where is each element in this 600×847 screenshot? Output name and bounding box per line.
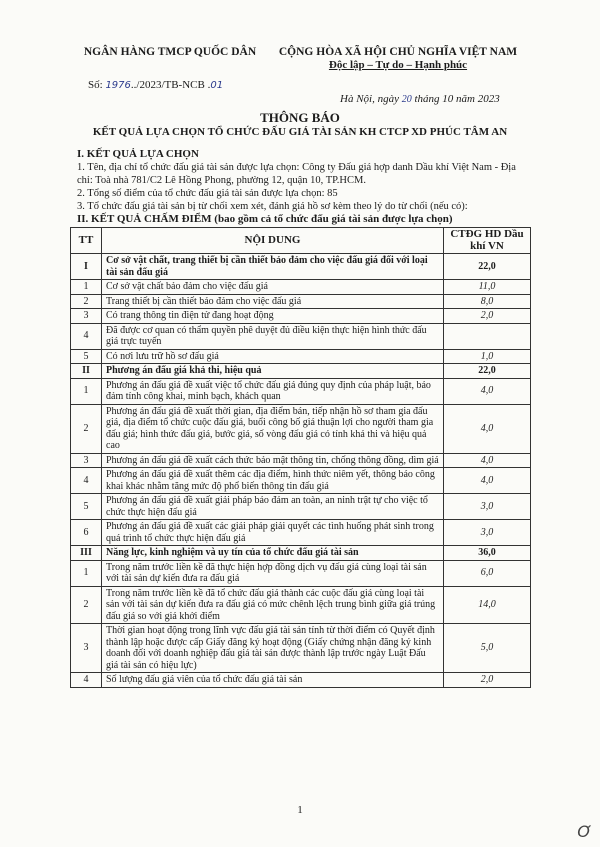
- row-score: 14,0: [444, 586, 531, 624]
- table-group-row: [71, 546, 531, 561]
- national-header: [268, 46, 528, 71]
- row-number: 4: [71, 323, 102, 349]
- table-row: [71, 349, 531, 364]
- row-score: 8,0: [444, 294, 531, 309]
- table-row: [71, 294, 531, 309]
- section-1-heading: I. KẾT QUẢ LỰA CHỌN: [77, 148, 199, 160]
- table-row: [71, 309, 531, 324]
- date-prefix: Hà Nội, ngày: [340, 93, 402, 105]
- row-number: 2: [71, 404, 102, 453]
- row-number: 3: [71, 309, 102, 324]
- row-score: 4,0: [444, 453, 531, 468]
- row-number: 3: [71, 624, 102, 673]
- row-content: Phương án đấu giá đề xuất giải pháp bảo đảm an toàn, an ninh trật tự cho việc tổ chức thực hiện đấu giá: [102, 494, 444, 520]
- row-score: 3,0: [444, 494, 531, 520]
- row-content: Năng lực, kinh nghiệm và uy tín của tổ chức đấu giá tài sản: [102, 546, 444, 561]
- row-number: 3: [71, 453, 102, 468]
- doc-no-handwritten-2: 01: [210, 80, 224, 91]
- row-content: Phương án đấu giá đề xuất cách thức bảo mật thông tin, chống thông đồng, dìm giá: [102, 453, 444, 468]
- header-tt: TT: [71, 228, 102, 254]
- doc-no-suffix: ../2023/TB-NCB .: [130, 79, 211, 91]
- row-number: 4: [71, 468, 102, 494]
- row-score: 3,0: [444, 520, 531, 546]
- table-row: [71, 586, 531, 624]
- row-score: 5,0: [444, 624, 531, 673]
- doc-no-handwritten: 1976: [105, 80, 131, 91]
- page-number: 1: [297, 804, 303, 816]
- table-header-row: [71, 228, 531, 254]
- section-1-paragraph-2: 2. Tổng số điểm của tổ chức đấu giá tài sản được lựa chọn: 85: [77, 188, 338, 199]
- header-score: CTĐG HD Dầu khí VN: [444, 228, 531, 254]
- row-score: 36,0: [444, 546, 531, 561]
- header-content: NỘI DUNG: [102, 228, 444, 254]
- country-name: CỘNG HÒA XÃ HỘI CHỦ NGHĨA VIỆT NAM: [278, 46, 518, 58]
- row-score: [444, 323, 531, 349]
- row-score: 4,0: [444, 378, 531, 404]
- row-score: 1,0: [444, 349, 531, 364]
- row-content: Phương án đấu giá đề xuất các giải pháp giải quyết các tình huống phát sinh trong quá trình tổ chức thực hiện đấu giá: [102, 520, 444, 546]
- row-content: Phương án đấu giá đề xuất việc tổ chức đấu giá đúng quy định của pháp luật, bảo đảm tính công khai, minh bạch, khách quan: [102, 378, 444, 404]
- row-number: 5: [71, 349, 102, 364]
- section-2-heading: II. KẾT QUẢ CHẤM ĐIỂM (bao gồm cả tổ chức đấu giá tài sản được lựa chọn): [77, 213, 453, 225]
- table-row: [71, 468, 531, 494]
- row-number: 5: [71, 494, 102, 520]
- table-group-row: [71, 364, 531, 379]
- bank-name: NGÂN HÀNG TMCP QUỐC DÂN: [83, 46, 257, 58]
- date-suffix: tháng 10 năm 2023: [411, 93, 500, 105]
- row-number: 1: [71, 378, 102, 404]
- row-score: 22,0: [444, 364, 531, 379]
- row-score: 4,0: [444, 468, 531, 494]
- date-handwritten: 20: [401, 94, 412, 105]
- table-row: [71, 280, 531, 295]
- row-content: Số lượng đấu giá viên của tổ chức đấu giá tài sản: [102, 673, 444, 688]
- row-number: II: [71, 364, 102, 379]
- row-score: 6,0: [444, 560, 531, 586]
- row-score: 22,0: [444, 254, 531, 280]
- row-number: 2: [71, 586, 102, 624]
- document-title: THÔNG BÁO: [260, 110, 340, 125]
- row-content: Phương án đấu giá đề xuất thời gian, địa điểm bán, tiếp nhận hồ sơ tham gia đấu giá, địa điểm tổ chức cuộc đấu giá, buổi công bố giá thuận lợi cho người tham gia đấu giá; hình thức đấu giá, bước giá, số vòng đấu giá có tính khả thi và hiệu quả cao: [102, 404, 444, 453]
- table-row: [71, 404, 531, 453]
- row-number: 1: [71, 280, 102, 295]
- section-1-paragraph-3: 3. Tổ chức đấu giá tài sản bị từ chối xem xét, đánh giá hồ sơ kèm theo lý do từ chối (nếu có):: [77, 201, 468, 212]
- date-line: [340, 93, 500, 105]
- table-row: [71, 453, 531, 468]
- row-number: 1: [71, 560, 102, 586]
- row-content: Đã được cơ quan có thẩm quyền phê duyệt đủ điều kiện thực hiện hình thức đấu giá trực tuyến: [102, 323, 444, 349]
- document-subtitle: KẾT QUẢ LỰA CHỌN TỔ CHỨC ĐẤU GIÁ TÀI SẢN KH CTCP XD PHÚC TÂM AN: [92, 126, 508, 138]
- row-content: Trang thiết bị cần thiết bảo đảm cho việc đấu giá: [102, 294, 444, 309]
- row-content: Có trang thông tin điện tử đang hoạt động: [102, 309, 444, 324]
- doc-no-prefix: Số:: [88, 79, 106, 91]
- row-number: III: [71, 546, 102, 561]
- row-content: Phương án đấu giá đề xuất thêm các địa điểm, hình thức niêm yết, thông báo công khai khác nhằm tăng mức độ phổ biến thông tin đấu giá: [102, 468, 444, 494]
- row-content: Trong năm trước liền kề đã tổ chức đấu giá thành các cuộc đấu giá cùng loại tài sản với tài sản dự kiến đưa ra đấu giá có mức chênh lệch trung bình giữa giá trúng đấu giá so với giá khởi điểm: [102, 586, 444, 624]
- handwritten-initials: Ơ: [577, 822, 592, 841]
- row-score: 11,0: [444, 280, 531, 295]
- document-number: [88, 79, 223, 91]
- table-row: [71, 494, 531, 520]
- table-row: [71, 323, 531, 349]
- table-body: [71, 254, 531, 688]
- table-row: [71, 560, 531, 586]
- table-row: [71, 673, 531, 688]
- row-score: 4,0: [444, 404, 531, 453]
- national-motto: Độc lập – Tự do – Hạnh phúc: [328, 59, 468, 71]
- table-row: [71, 624, 531, 673]
- row-content: Có nơi lưu trữ hồ sơ đấu giá: [102, 349, 444, 364]
- row-content: Trong năm trước liền kề đã thực hiện hợp đồng dịch vụ đấu giá cùng loại tài sản với tài sản dự kiến đưa ra đấu giá: [102, 560, 444, 586]
- row-number: 4: [71, 673, 102, 688]
- row-content: Phương án đấu giá khả thi, hiệu quả: [102, 364, 444, 379]
- row-score: 2,0: [444, 673, 531, 688]
- row-content: Cơ sở vật chất bảo đảm cho việc đấu giá: [102, 280, 444, 295]
- row-content: Cơ sở vật chất, trang thiết bị cần thiết bảo đảm cho việc đấu giá đối với loại tài sản đấu giá: [102, 254, 444, 280]
- score-table: [70, 227, 531, 688]
- table-row: [71, 378, 531, 404]
- section-1-paragraph-1: 1. Tên, địa chỉ tổ chức đấu giá tài sản được lựa chọn: Công ty Đấu giá hợp danh Dầu khí Việt Nam - Địa chỉ: Toà nhà 781/C2 Lê Hồng Phong, phường 12, quận 10, TP.HCM.: [77, 162, 516, 186]
- table-group-row: [71, 254, 531, 280]
- table-row: [71, 520, 531, 546]
- row-number: 2: [71, 294, 102, 309]
- row-number: I: [71, 254, 102, 280]
- row-number: 6: [71, 520, 102, 546]
- row-score: 2,0: [444, 309, 531, 324]
- row-content: Thời gian hoạt động trong lĩnh vực đấu giá tài sản tính từ thời điểm có Quyết định thành lập hoặc được cấp Giấy đăng ký hoạt động (Giấy chứng nhận đăng ký kinh doanh đối với doanh nghiệp đấu giá tài sản được thành lập trước ngày Luật Đấu giá tài sản có hiệu lực): [102, 624, 444, 673]
